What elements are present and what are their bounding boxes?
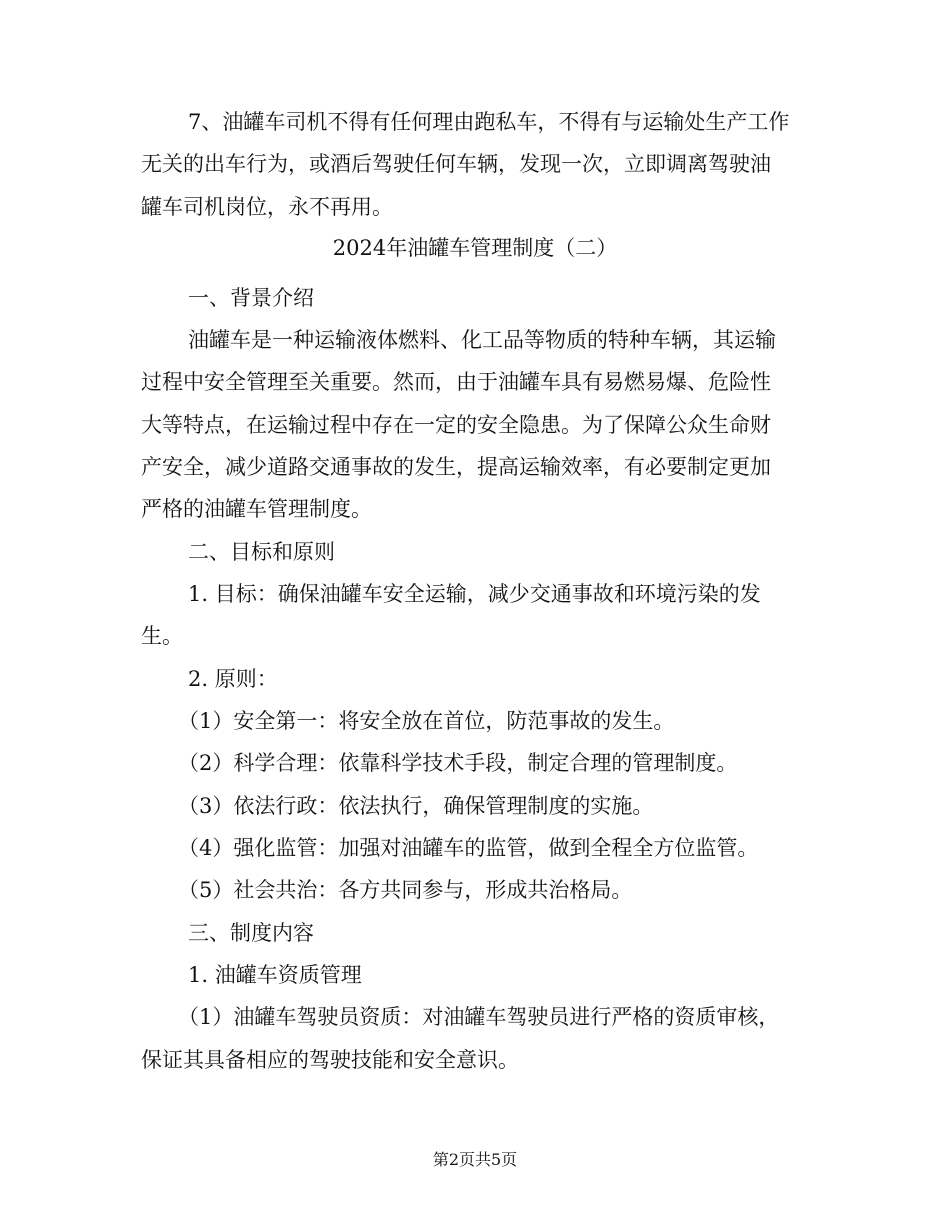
background-line-2: 过程中安全管理至关重要。然而，由于油罐车具有易燃易爆、危险性 [141, 370, 771, 394]
page-number: 第2页共5页 [432, 1150, 518, 1169]
content-item-1-1-line-2: 保证其具备相应的驾驶技能和安全意识。 [141, 1048, 519, 1072]
background-line-1: 油罐车是一种运输液体燃料、化工品等物质的特种车辆，其运输 [188, 328, 776, 352]
background-line-4: 产安全，减少道路交通事故的发生，提高运输效率，有必要制定更加 [141, 455, 771, 479]
principle-3: （3）依法行政：依法执行，确保管理制度的实施。 [178, 794, 654, 818]
principles-label: 2. 原则： [188, 667, 278, 691]
goal-line-2: 生。 [141, 624, 183, 648]
heading-background: 一、背景介绍 [188, 286, 314, 310]
principle-2: （2）科学合理：依靠科学技术手段，制定合理的管理制度。 [178, 751, 738, 775]
principle-5: （5）社会共治：各方共同参与，形成共治格局。 [178, 878, 633, 902]
principle-4: （4）强化监管：加强对油罐车的监管，做到全程全方位监管。 [178, 836, 759, 860]
principle-1: （1）安全第一：将安全放在首位，防范事故的发生。 [178, 709, 675, 733]
content-item-1: 1. 油罐车资质管理 [188, 963, 362, 987]
section-title: 2024年油罐车管理制度（二） [332, 236, 618, 260]
heading-goals: 二、目标和原则 [188, 540, 335, 564]
content-item-1-1-line-1: （1）油罐车驾驶员资质：对油罐车驾驶员进行严格的资质审核， [178, 1005, 780, 1029]
paragraph-7-line-2: 无关的出车行为，或酒后驾驶任何车辆，发现一次，立即调离驾驶油 [141, 152, 771, 176]
goal-line-1: 1. 目标：确保油罐车安全运输，减少交通事故和环境污染的发 [188, 582, 761, 606]
background-line-5: 严格的油罐车管理制度。 [141, 497, 372, 521]
paragraph-7-line-1: 7、油罐车司机不得有任何理由跑私车，不得有与运输处生产工作 [188, 110, 790, 134]
heading-content: 三、制度内容 [188, 921, 314, 945]
paragraph-7-line-3: 罐车司机岗位，永不再用。 [141, 195, 393, 219]
background-line-3: 大等特点，在运输过程中存在一定的安全隐患。为了保障公众生命财 [141, 413, 771, 437]
